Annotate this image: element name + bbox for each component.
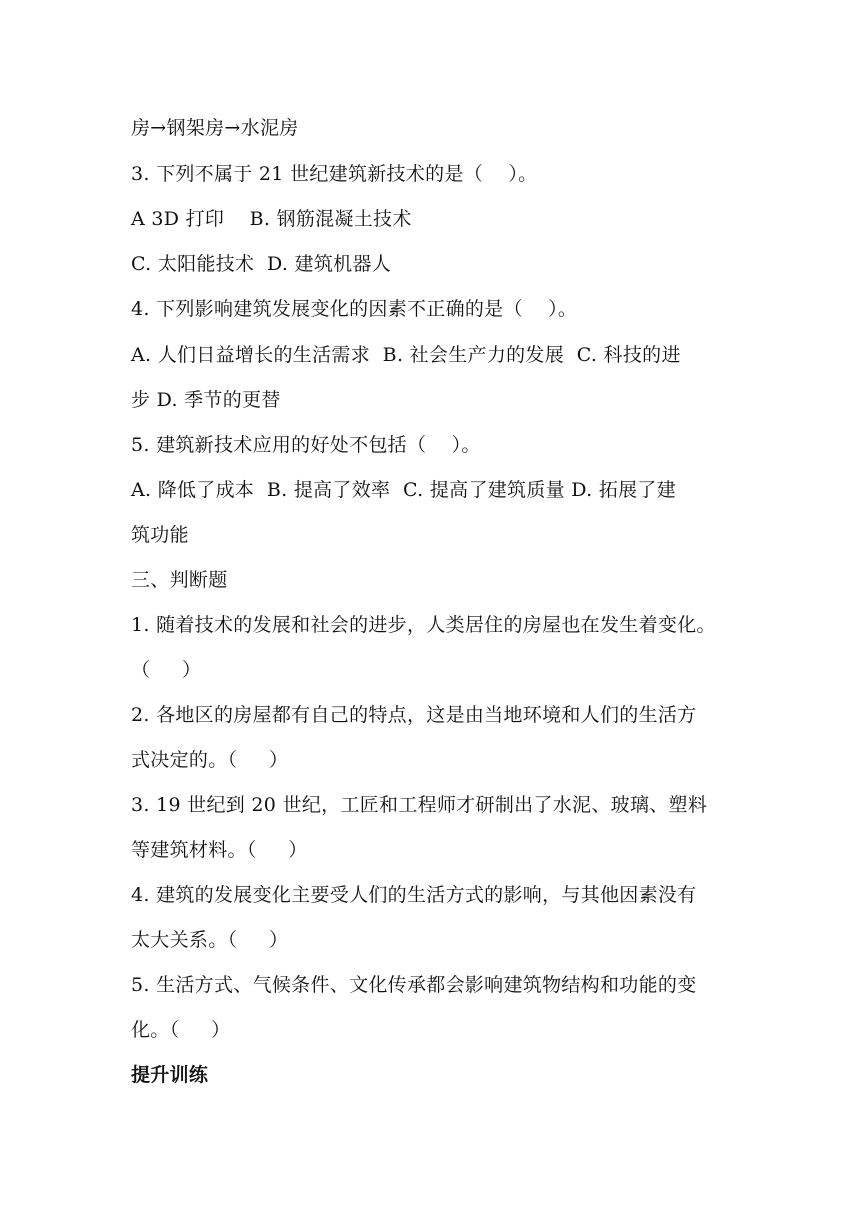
question-4-options-line-1: A. 人们日益增长的生活需求 B. 社会生产力的发展 C. 科技的进 <box>131 344 681 366</box>
section-heading-true-false: 三、判断题 <box>131 569 228 591</box>
tf-question-4-line-1: 4. 建筑的发展变化主要受人们的生活方式的影响，与其他因素没有 <box>131 884 697 906</box>
question-3-options-cd: C. 太阳能技术 D. 建筑机器人 <box>131 253 392 275</box>
tf-question-2-line-2: 式决定的。（ ） <box>131 749 289 771</box>
tf-question-3-line-1: 3. 19 世纪到 20 世纪，工匠和工程师才研制出了水泥、玻璃、塑料 <box>131 794 708 816</box>
question-5-options-line-2: 筑功能 <box>131 524 189 546</box>
tf-question-1-line-1: 1. 随着技术的发展和社会的进步，人类居住的房屋也在发生着变化。 <box>131 614 716 636</box>
tf-question-4-line-2: 太大关系。（ ） <box>131 929 289 951</box>
question-3-stem: 3. 下列不属于 21 世纪建筑新技术的是（ ）。 <box>131 163 538 185</box>
section-heading-advanced-training: 提升训练 <box>131 1064 209 1086</box>
question-5-stem: 5. 建筑新技术应用的好处不包括（ ）。 <box>131 434 481 456</box>
question-3-options-ab: A 3D 打印 B. 钢筋混凝土技术 <box>131 208 412 230</box>
question-5-options-line-1: A. 降低了成本 B. 提高了效率 C. 提高了建筑质量 D. 拓展了建 <box>131 479 677 501</box>
text-line-answer-continuation: 房→钢架房→水泥房 <box>131 117 299 139</box>
tf-question-1-line-2: （ ） <box>131 659 202 681</box>
tf-question-5-line-2: 化。（ ） <box>131 1019 231 1041</box>
tf-question-2-line-1: 2. 各地区的房屋都有自己的特点，这是由当地环境和人们的生活方 <box>131 704 697 726</box>
question-4-options-line-2: 步 D. 季节的更替 <box>131 389 281 411</box>
tf-question-3-line-2: 等建筑材料。（ ） <box>131 839 308 861</box>
document-page <box>131 0 731 1216</box>
question-4-stem: 4. 下列影响建筑发展变化的因素不正确的是（ ）。 <box>131 298 578 320</box>
tf-question-5-line-1: 5. 生活方式、气候条件、文化传承都会影响建筑物结构和功能的变 <box>131 974 697 996</box>
